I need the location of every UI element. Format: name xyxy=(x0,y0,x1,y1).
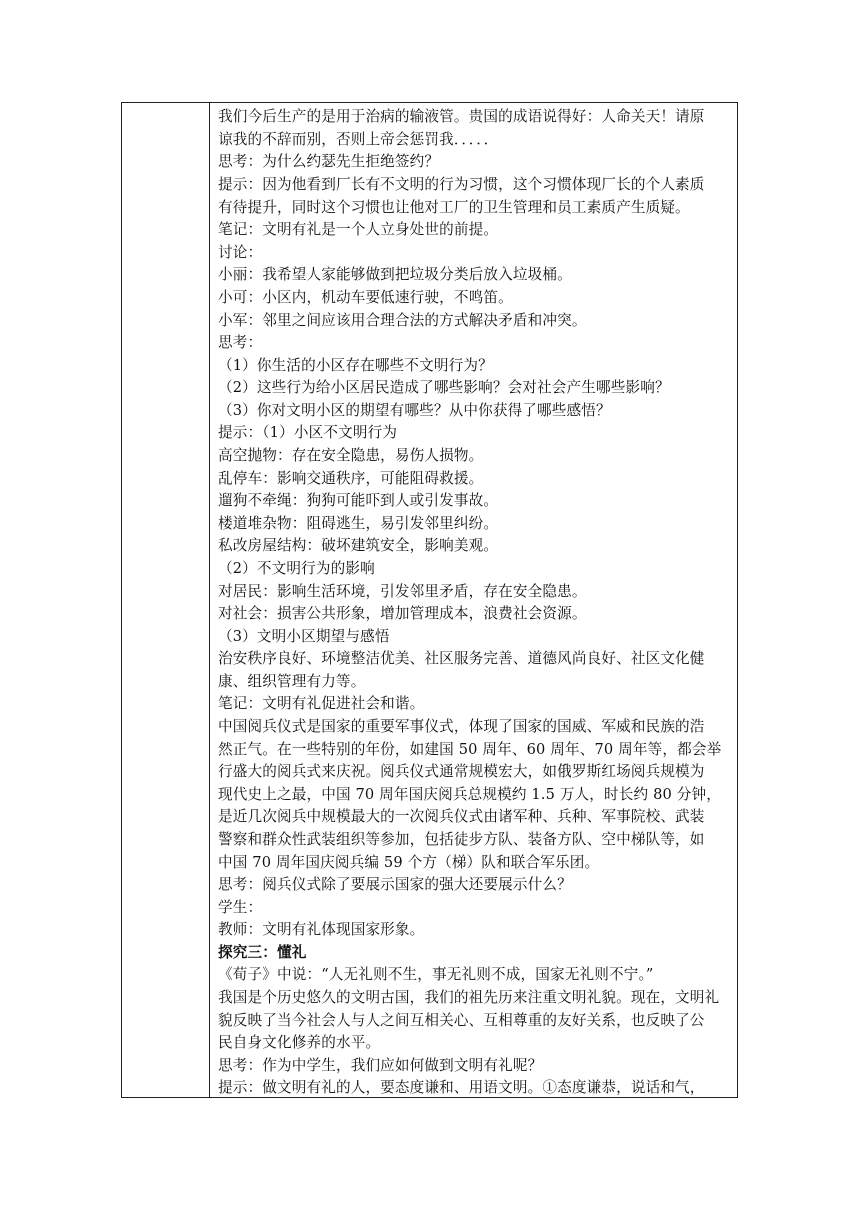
text-line: 思考：阅兵仪式除了要展示国家的强大还要展示什么？ xyxy=(218,876,572,893)
table-left-column xyxy=(122,103,210,1097)
text-line: 中国 70 周年国庆阅兵编 59 个方（梯）队和联合军乐团。 xyxy=(218,854,600,871)
text-line: 民自身文化修养的水平。 xyxy=(218,1034,381,1051)
text-line: 笔记：文明有礼是一个人立身处世的前提。 xyxy=(218,221,499,238)
text-line: （3）你对文明小区的期望有哪些？从中你获得了哪些感悟？ xyxy=(218,402,611,419)
text-line: 高空抛物：存在安全隐患，易伤人损物。 xyxy=(218,447,484,464)
text-line: 中国阅兵仪式是国家的重要军事仪式，体现了国家的国威、军威和民族的浩 xyxy=(218,718,705,735)
table-content-cell xyxy=(218,103,733,1097)
text-line: 康、组织管理有力等。 xyxy=(218,673,366,690)
text-line: 教师：文明有礼体现国家形象。 xyxy=(218,921,425,938)
text-line: 小军：邻里之间应该用合理合法的方式解决矛盾和冲突。 xyxy=(218,312,587,329)
text-line: 我国是个历史悠久的文明古国，我们的祖先历来注重文明礼貌。现在，文明礼 xyxy=(218,989,720,1006)
text-line: 警察和群众性武装组织等参加，包括徒步方队、装备方队、空中梯队等，如 xyxy=(218,831,705,848)
text-line: （2）不文明行为的影响 xyxy=(218,560,375,577)
text-line: 《荀子》中说：“人无礼则不生，事无礼则不成，国家无礼则不宁。” xyxy=(218,966,654,983)
text-line: 有待提升，同时这个习惯也让他对工厂的卫生管理和员工素质产生质疑。 xyxy=(218,199,690,216)
text-line: 然正气。在一些特别的年份，如建国 50 周年、60 周年、70 周年等，都会举 xyxy=(218,741,722,758)
text-line: 谅我的不辞而别，否则上帝会惩罚我．．．．． xyxy=(218,131,499,148)
text-line: 讨论： xyxy=(218,244,263,261)
text-line: 小丽：我希望人家能够做到把垃圾分类后放入垃圾桶。 xyxy=(218,266,572,283)
text-line: 行盛大的阅兵式来庆祝。阅兵仪式通常规模宏大，如俄罗斯红场阅兵规模为 xyxy=(218,763,705,780)
text-line: 提示：（1）小区不文明行为 xyxy=(218,424,398,441)
text-line: （1）你生活的小区存在哪些不文明行为？ xyxy=(218,357,493,374)
text-line: 遛狗不牵绳：狗狗可能吓到人或引发事故。 xyxy=(218,492,499,509)
text-line: 提示：因为他看到厂长有不文明的行为习惯，这个习惯体现厂长的个人素质 xyxy=(218,176,705,193)
text-line: 笔记：文明有礼促进社会和谐。 xyxy=(218,695,425,712)
text-line: 对居民：影响生活环境，引发邻里矛盾，存在安全隐患。 xyxy=(218,583,587,600)
text-line: 我们今后生产的是用于治病的输液管。贵国的成语说得好：人命关天！请原 xyxy=(218,108,705,125)
text-line: 学生： xyxy=(218,899,263,916)
section-heading: 探究三：懂礼 xyxy=(218,944,307,961)
text-line: （2）这些行为给小区居民造成了哪些影响？会对社会产生哪些影响？ xyxy=(218,379,670,396)
text-line: 貌反映了当今社会人与人之间互相关心、互相尊重的友好关系，也反映了公 xyxy=(218,1012,705,1029)
text-line: 楼道堆杂物：阻碍逃生，易引发邻里纠纷。 xyxy=(218,515,499,532)
text-line: 提示：做文明有礼的人，要态度谦和、用语文明。①态度谦恭，说话和气， xyxy=(218,1079,705,1096)
text-line: 是近几次阅兵中规模最大的一次阅兵仪式由诸军种、兵种、军事院校、武装 xyxy=(218,808,705,825)
lesson-table xyxy=(121,102,738,1098)
text-line: 治安秩序良好、环境整洁优美、社区服务完善、道德风尚良好、社区文化健 xyxy=(218,650,705,667)
text-line: 思考：为什么约瑟先生拒绝签约？ xyxy=(218,153,440,170)
text-line: （3）文明小区期望与感悟 xyxy=(218,628,390,645)
text-line: 乱停车：影响交通秩序，可能阻碍救援。 xyxy=(218,470,484,487)
text-line: 思考：作为中学生，我们应如何做到文明有礼呢？ xyxy=(218,1057,543,1074)
text-line: 小可：小区内，机动车要低速行驶，不鸣笛。 xyxy=(218,289,513,306)
text-line: 思考： xyxy=(218,334,263,351)
text-line: 现代史上之最，中国 70 周年国庆阅兵总规模约 1.5 万人，时长约 80 分钟， xyxy=(218,786,721,803)
text-line: 对社会：损害公共形象，增加管理成本，浪费社会资源。 xyxy=(218,605,587,622)
text-line: 私改房屋结构：破坏建筑安全，影响美观。 xyxy=(218,537,499,554)
